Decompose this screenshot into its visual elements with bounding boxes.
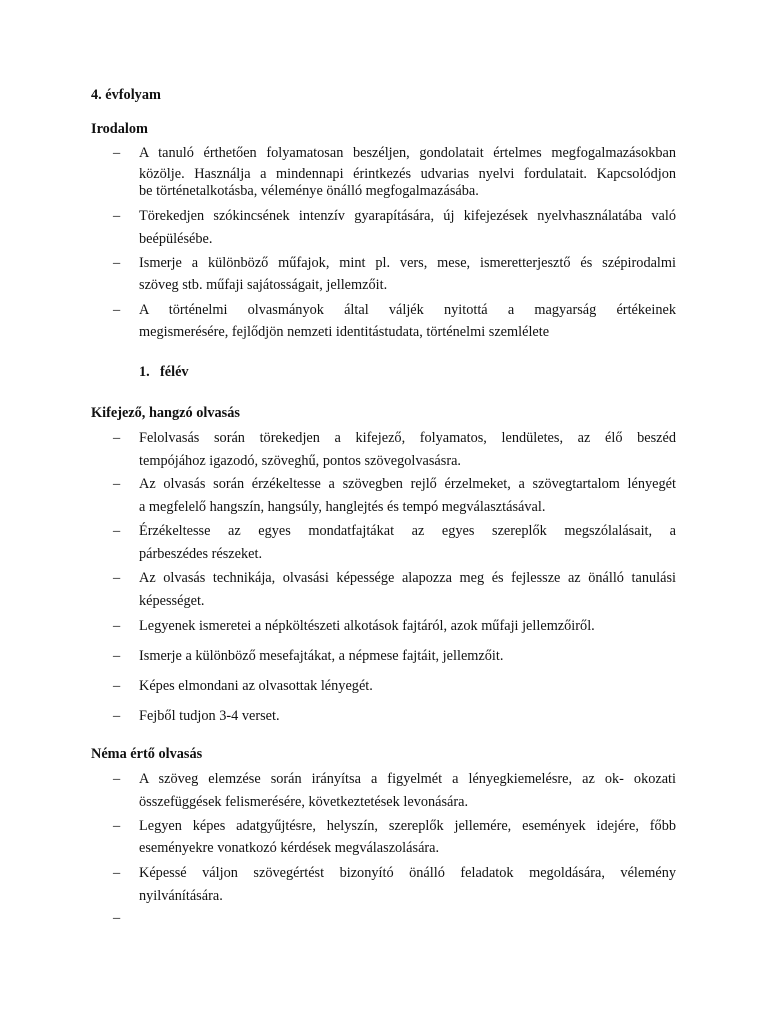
- bullet-dash: –: [113, 708, 121, 724]
- bullet-dash: –: [113, 678, 121, 694]
- kifejezo-item-7: Képes elmondani az olvasottak lényegét.: [139, 678, 373, 694]
- kifejezo-item-6: Ismerje a különböző mesefajtákat, a népmese fajtáit, jellemzőit.: [139, 648, 504, 664]
- nema-item-1-line-1: A szöveg elemzése során irányítsa a figyelmét a lényegkiemelésre, az ok- okozati: [139, 771, 676, 787]
- irodalom-item-3-line-1: Ismerje a különböző műfajok, mint pl. vers, mese, ismeretterjesztő és szépirodalmi: [139, 255, 676, 271]
- kifejezo-item-2-line-1: Az olvasás során érzékeltesse a szövegben rejlő érzelmeket, a szövegtartalom lényegét: [139, 476, 676, 492]
- bullet-dash: –: [113, 145, 121, 161]
- kifejezo-item-4-line-2: képességet.: [139, 593, 205, 609]
- bullet-dash: –: [113, 570, 121, 586]
- nema-item-3-line-2: nyilvánítására.: [139, 888, 223, 904]
- bullet-dash: –: [113, 302, 121, 318]
- bullet-dash: –: [113, 618, 121, 634]
- bullet-dash: –: [113, 818, 121, 834]
- irodalom-item-4-line-1: A történelmi olvasmányok által váljék nyitottá a magyarság értékeinek: [139, 302, 676, 318]
- kifejezo-item-5: Legyenek ismeretei a népköltészeti alkotások fajtáról, azok műfaji jellemzőiről.: [139, 618, 595, 634]
- nema-item-3-line-1: Képessé váljon szövegértést bizonyító önálló feladatok megoldására, vélemény: [139, 865, 676, 881]
- irodalom-item-4-line-2: megismerésére, fejlődjön nemzeti identitástudata, történelmi szemlélete: [139, 324, 550, 340]
- bullet-dash: –: [113, 648, 121, 664]
- irodalom-item-2-line-1: Törekedjen szókincsének intenzív gyarapítására, új kifejezések nyelvhasználatába való: [139, 208, 676, 224]
- irodalom-item-2-line-2: beépülésébe.: [139, 231, 213, 247]
- kifejezo-item-3-line-2: párbeszédes részeket.: [139, 546, 263, 562]
- kifejezo-item-3-line-1: Érzékeltesse az egyes mondatfajtákat az egyes szereplők megszólalásait, a: [139, 523, 676, 539]
- bullet-dash: –: [113, 523, 121, 539]
- section-title-nema: Néma értő olvasás: [91, 746, 203, 762]
- grade-heading: 4. évfolyam: [91, 87, 161, 103]
- bullet-dash: –: [113, 865, 121, 881]
- irodalom-item-1-line-1: A tanuló érthetően folyamatosan beszéljen, gondolatait értelmes megfogalmazásokban: [139, 145, 676, 161]
- kifejezo-item-1-line-1: Felolvasás során törekedjen a kifejező, folyamatos, lendületes, az élő beszéd: [139, 430, 676, 446]
- nema-item-2-line-2: eseményekre vonatkozó kérdések megválaszolására.: [139, 840, 440, 856]
- semester-label: félév: [160, 364, 189, 380]
- irodalom-item-1-line-2: közölje. Használja a mindennapi érintkezés udvarias nyelvi fordulatait. Kapcsolódjon: [139, 166, 676, 182]
- irodalom-item-1-line-3: be történetalkotásba, véleménye önálló megfogalmazásába.: [139, 183, 479, 199]
- semester-number: 1.: [139, 364, 150, 380]
- kifejezo-item-2-line-2: a megfelelő hangszín, hangsúly, hanglejtés és tempó megválasztásával.: [139, 499, 546, 515]
- section-title-kifejezo: Kifejező, hangzó olvasás: [91, 405, 240, 421]
- kifejezo-item-1-line-2: tempójához igazodó, szöveghű, pontos szövegolvasásra.: [139, 453, 461, 469]
- irodalom-item-3-line-2: szöveg stb. műfaji sajátosságait, jellemzőit.: [139, 277, 388, 293]
- bullet-dash: –: [113, 771, 121, 787]
- kifejezo-item-4-line-1: Az olvasás technikája, olvasási képessége alapozza meg és fejlessze az önálló tanulási: [139, 570, 676, 586]
- bullet-dash-empty-item: –: [113, 910, 121, 926]
- nema-item-1-line-2: összefüggések felismerésére, következtetések levonására.: [139, 794, 469, 810]
- kifejezo-item-8: Fejből tudjon 3-4 verset.: [139, 708, 280, 724]
- bullet-dash: –: [113, 255, 121, 271]
- bullet-dash: –: [113, 208, 121, 224]
- section-title-irodalom: Irodalom: [91, 121, 148, 137]
- nema-item-2-line-1: Legyen képes adatgyűjtésre, helyszín, szereplők jellemére, események idejére, főbb: [139, 818, 676, 834]
- bullet-dash: –: [113, 430, 121, 446]
- bullet-dash: –: [113, 476, 121, 492]
